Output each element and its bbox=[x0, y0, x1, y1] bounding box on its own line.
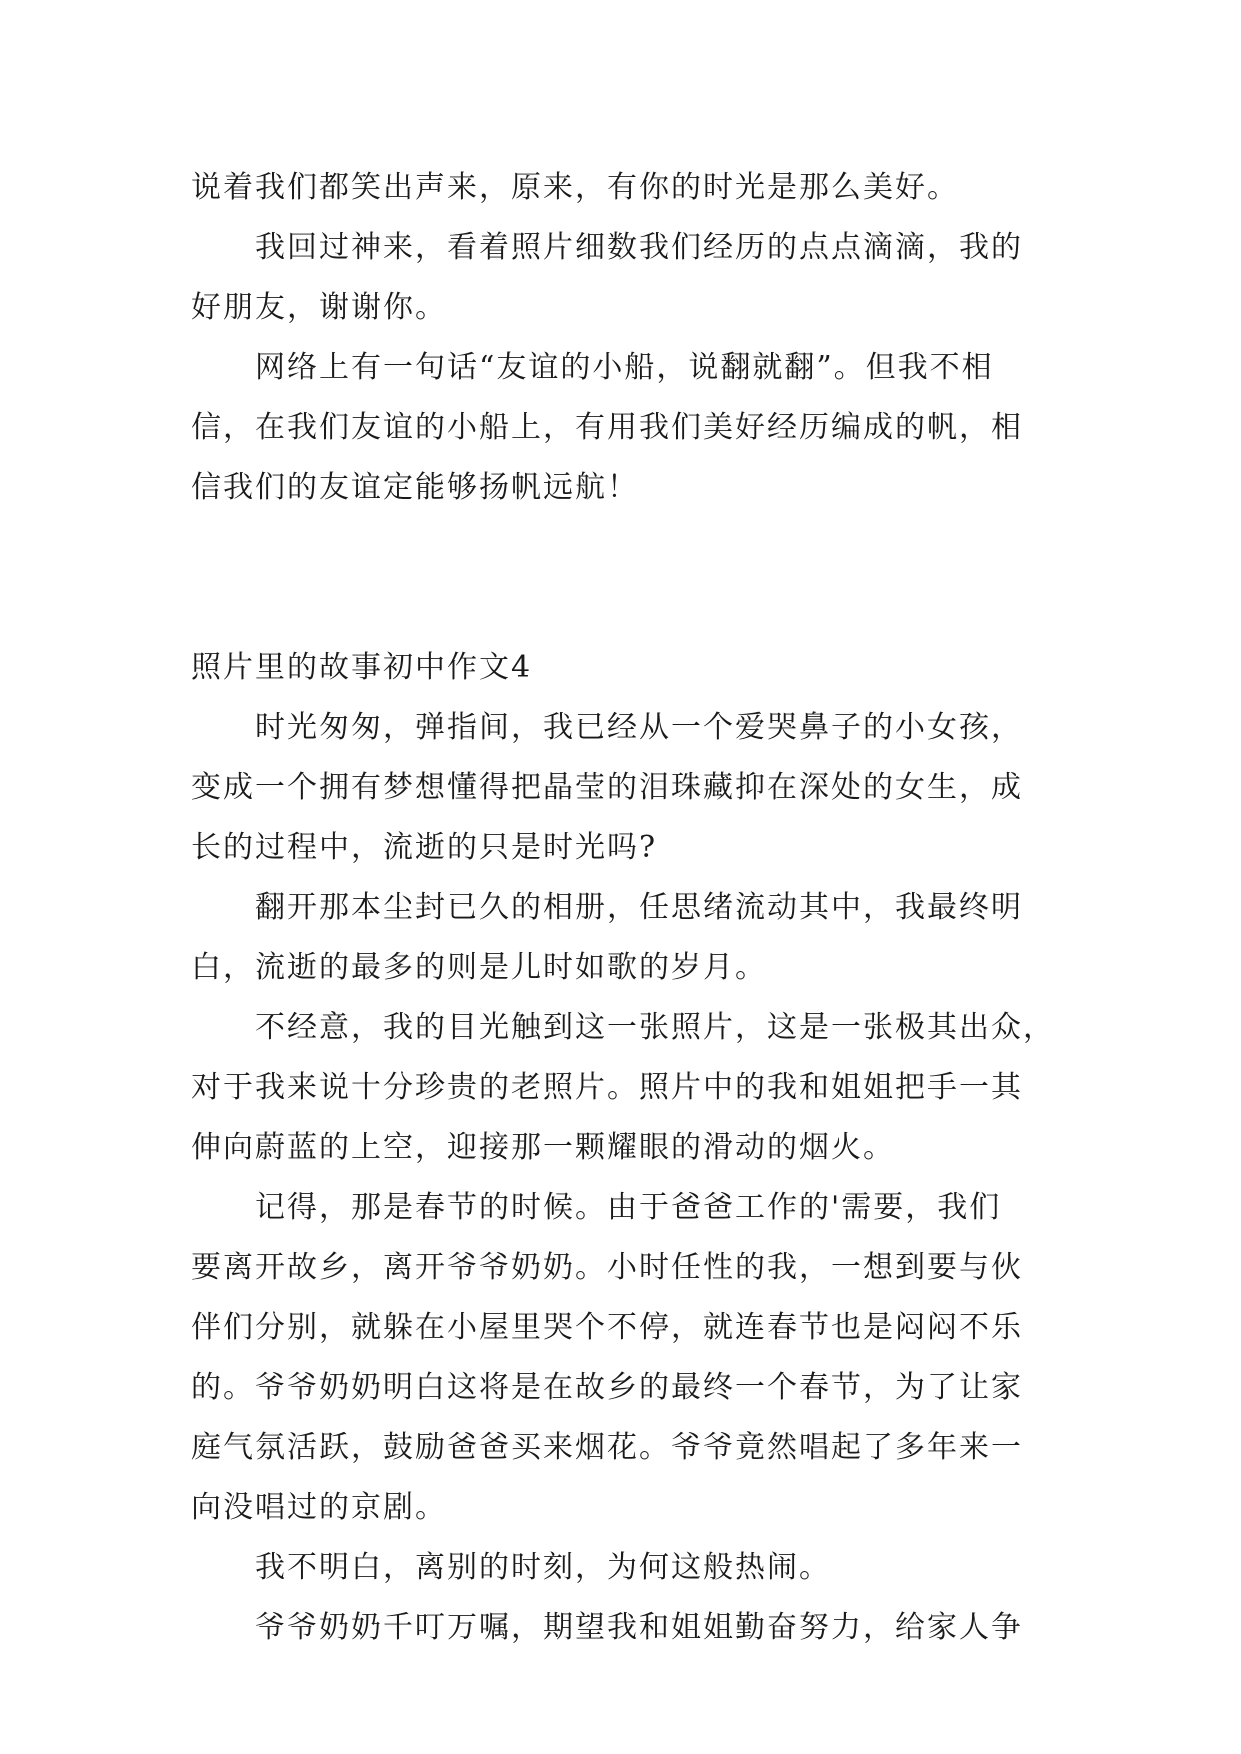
heading-text: 照片里的故事初中作文4 bbox=[191, 650, 533, 685]
paragraph bbox=[191, 218, 1061, 338]
text-line: 的。爷爷奶奶明白这将是在故乡的最终一个春节，为了让家 bbox=[191, 1370, 1023, 1405]
text-line: 我回过神来，看着照片细数我们经历的点点滴滴，我的 bbox=[255, 230, 1023, 265]
paragraph bbox=[191, 1538, 1061, 1598]
paragraph bbox=[191, 338, 1061, 518]
text-line: 伸向蔚蓝的上空，迎接那一颗耀眼的滑动的烟火。 bbox=[191, 1130, 895, 1165]
text-line: 向没唱过的京剧。 bbox=[191, 1490, 447, 1525]
text-line: 记得，那是春节的时候。由于爸爸工作的'需要，我们 bbox=[255, 1190, 1002, 1225]
text-line: 白，流逝的最多的则是儿时如歌的岁月。 bbox=[191, 950, 767, 985]
paragraph bbox=[191, 878, 1061, 998]
text-line: 我不明白，离别的时刻，为何这般热闹。 bbox=[255, 1550, 831, 1585]
paragraph bbox=[191, 998, 1061, 1178]
text-line: 对于我来说十分珍贵的老照片。照片中的我和姐姐把手一其 bbox=[191, 1070, 1023, 1105]
paragraph bbox=[191, 158, 1061, 218]
text-line: 爷爷奶奶千叮万嘱，期望我和姐姐勤奋努力，给家人争 bbox=[255, 1610, 1023, 1645]
text-line: 变成一个拥有梦想懂得把晶莹的泪珠藏抑在深处的女生，成 bbox=[191, 770, 1023, 805]
text-line: 长的过程中，流逝的只是时光吗? bbox=[191, 830, 658, 865]
paragraph bbox=[191, 1178, 1061, 1538]
paragraph bbox=[191, 1598, 1061, 1658]
text-line: 信，在我们友谊的小船上，有用我们美好经历编成的帆，相 bbox=[191, 410, 1023, 445]
text-line: 庭气氛活跃，鼓励爸爸买来烟花。爷爷竟然唱起了多年来一 bbox=[191, 1430, 1023, 1465]
text-line: 伴们分别，就躲在小屋里哭个不停，就连春节也是闷闷不乐 bbox=[191, 1310, 1023, 1345]
text-line: 时光匆匆，弹指间，我已经从一个爱哭鼻子的小女孩， bbox=[255, 710, 1023, 745]
text-line: 好朋友，谢谢你。 bbox=[191, 290, 447, 325]
paragraph bbox=[191, 698, 1061, 878]
text-line: 说着我们都笑出声来，原来，有你的时光是那么美好。 bbox=[191, 170, 959, 205]
section-heading bbox=[191, 638, 1061, 698]
document-body bbox=[191, 158, 1061, 1658]
text-line: 要离开故乡，离开爷爷奶奶。小时任性的我，一想到要与伙 bbox=[191, 1250, 1023, 1285]
text-line: 信我们的友谊定能够扬帆远航！ bbox=[191, 470, 639, 505]
text-line: 网络上有一句话“友谊的小船，说翻就翻”。但我不相 bbox=[255, 350, 994, 385]
text-line: 不经意，我的目光触到这一张照片，这是一张极其出众， bbox=[255, 1010, 1055, 1045]
text-line: 翻开那本尘封已久的相册，任思绪流动其中，我最终明 bbox=[255, 890, 1023, 925]
